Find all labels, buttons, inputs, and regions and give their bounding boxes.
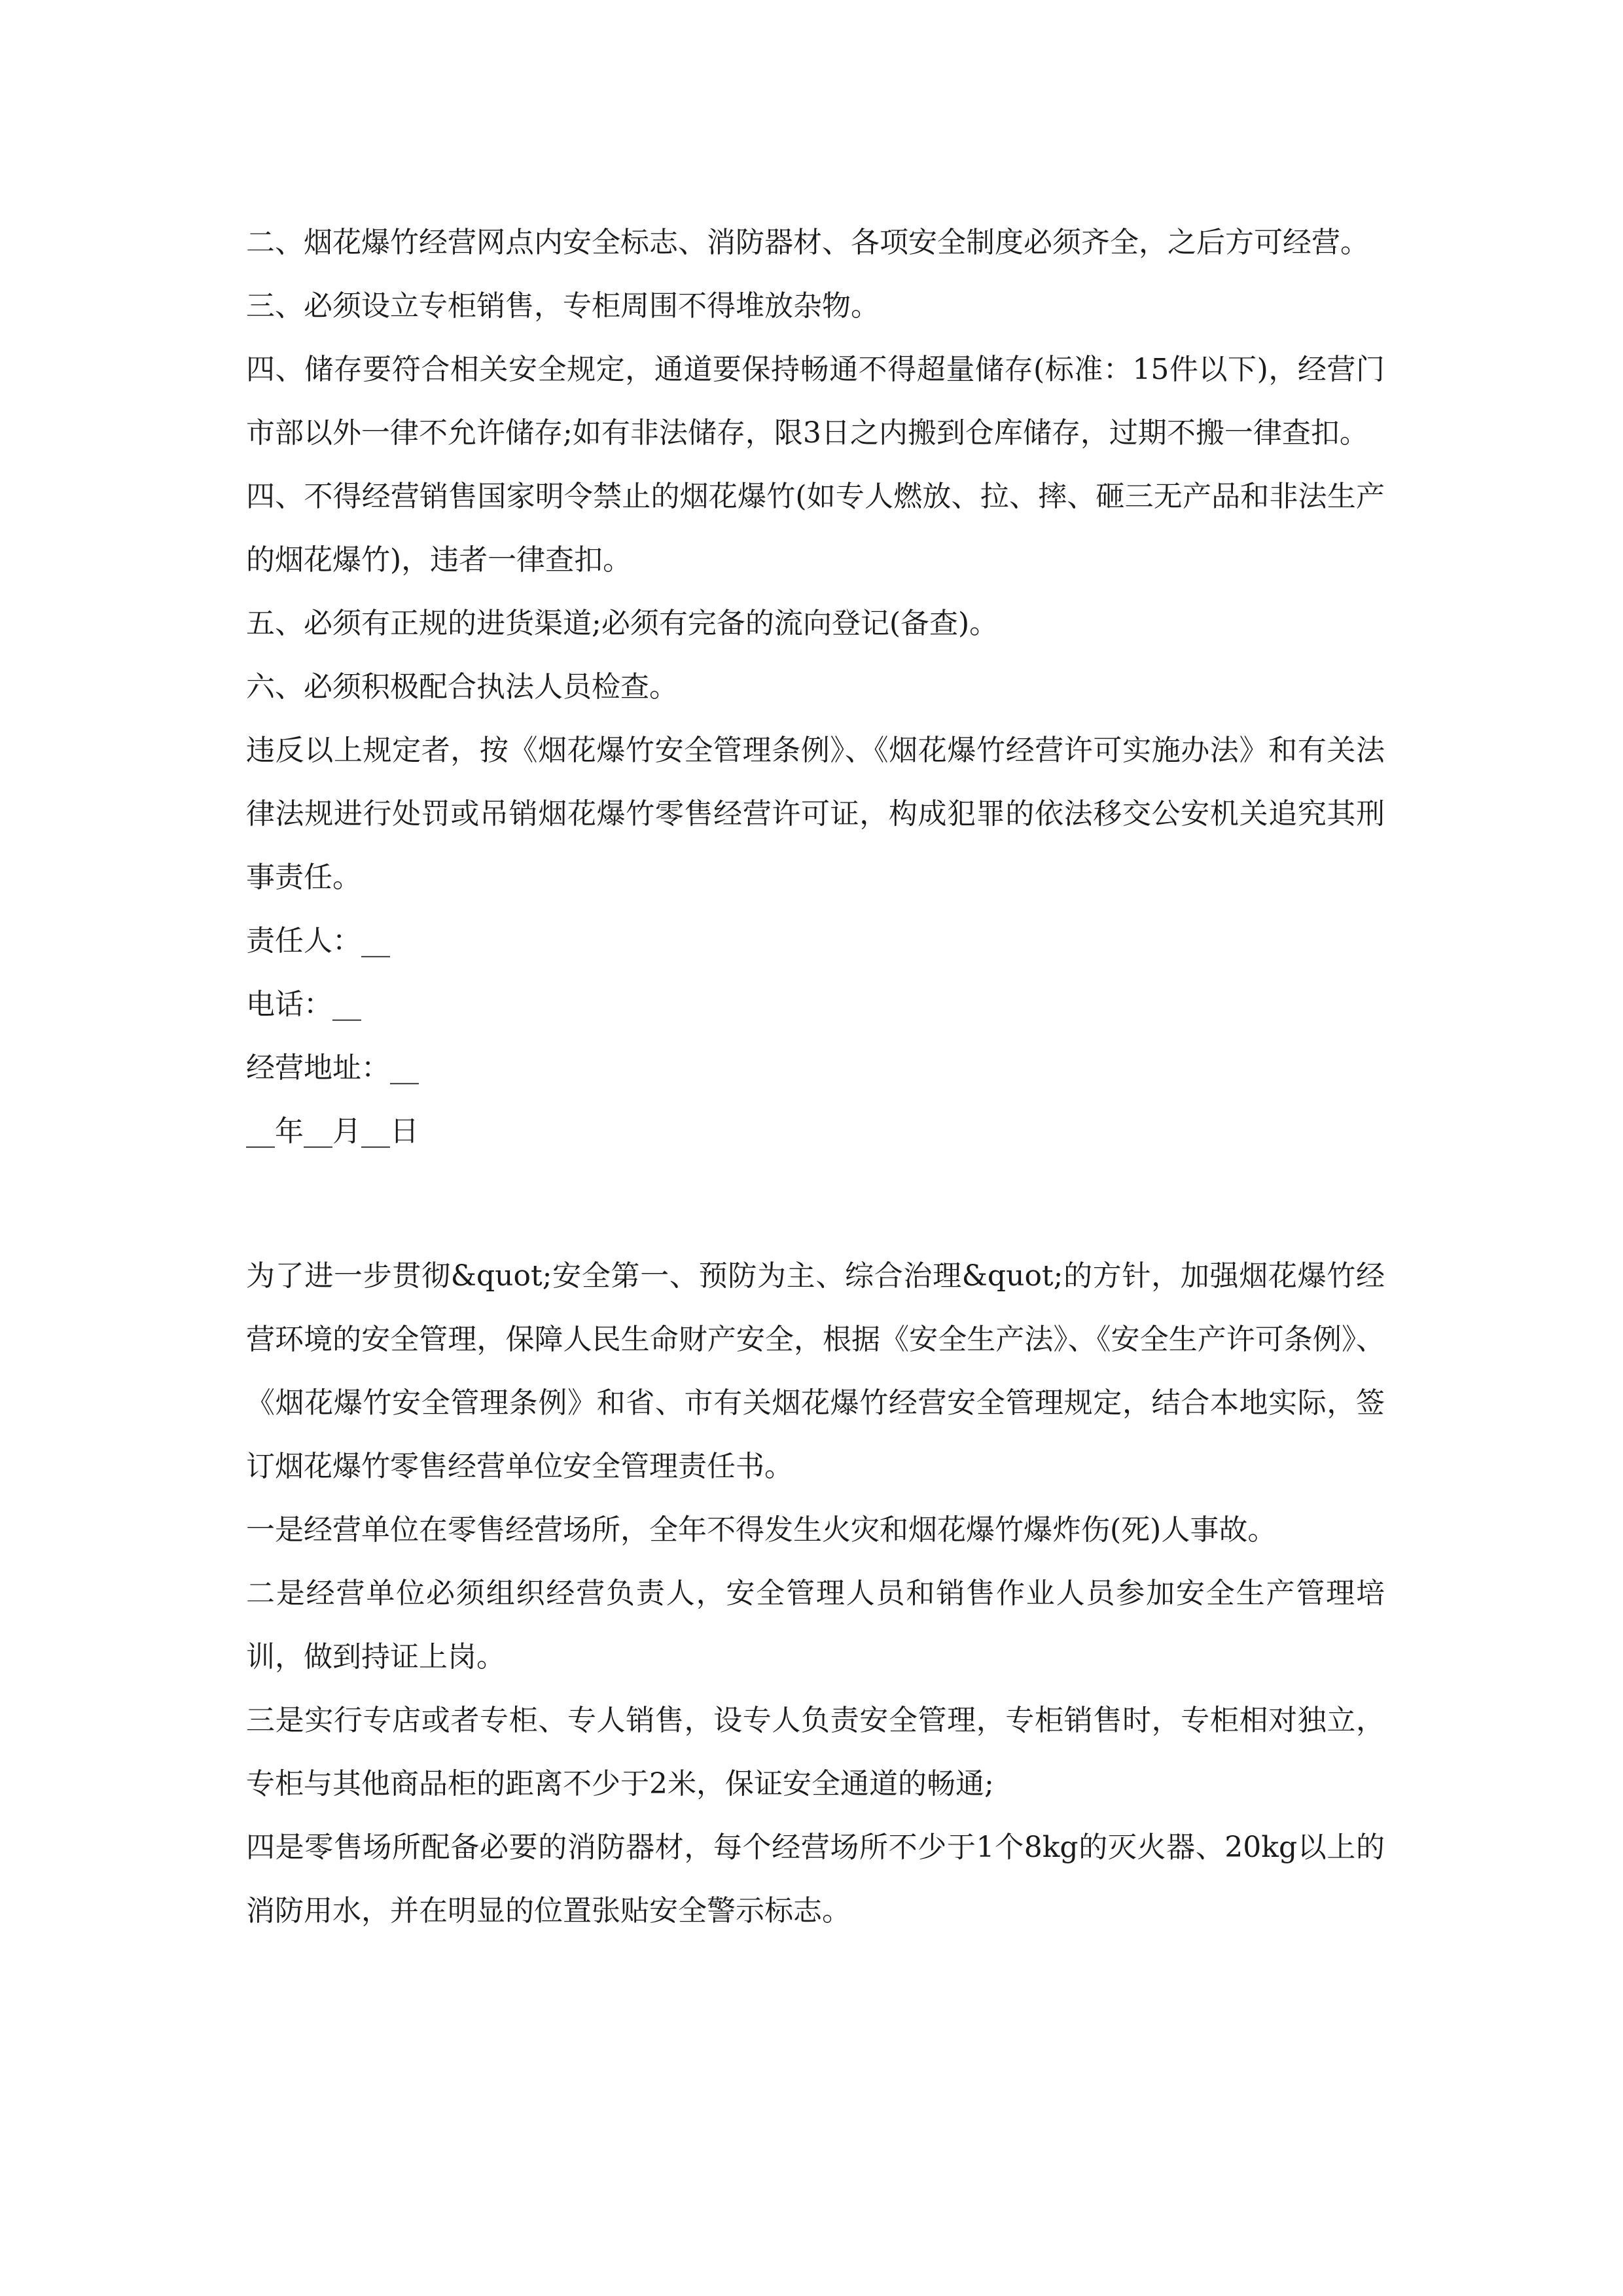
penalty-paragraph: 违反以上规定者，按《烟花爆竹安全管理条例》、《烟花爆竹经营许可实施办法》和有关法律法规进行处罚或吊销烟花爆竹零售经营许可证，构成犯罪的依法移交公安机关追究其刑事责任。: [246, 734, 1385, 894]
intro-paragraph: 为了进一步贯彻&quot;安全第一、预防为主、综合治理&quot;的方针，加强烟花爆竹经营环境的安全管理，保障人民生命财产安全，根据《安全生产法》、《安全生产许可条例》、《烟花爆竹安全管理条例》和省、市有关烟花爆竹经营安全管理规定，结合本地实际，签订烟花爆竹零售经营单位安全管理责任书。: [246, 1259, 1385, 1483]
clause-4-storage-rules: 四、储存要符合相关安全规定，通道要保持畅通不得超量储存(标准：15件以下)，经营门市部以外一律不允许储存;如有非法储存，限3日之内搬到仓库储存，过期不搬一律查扣。: [246, 353, 1385, 450]
section-spacer: [246, 1163, 1385, 1244]
date-field: __年__月__日: [246, 1115, 419, 1148]
clause-4-prohibited-products: 四、不得经营销售国家明令禁止的烟花爆竹(如专人燃放、拉、摔、砸三无产品和非法生产的烟花爆竹)，违者一律查扣。: [246, 480, 1385, 577]
document-body: [246, 211, 1385, 1943]
item-1-no-accidents: 一是经营单位在零售经营场所，全年不得发生火灾和烟花爆竹爆炸伤(死)人事故。: [246, 1513, 1277, 1547]
clause-3-dedicated-counter: 三、必须设立专柜销售，专柜周围不得堆放杂物。: [246, 289, 880, 323]
clause-2-safety-equipment: 二、烟花爆竹经营网点内安全标志、消防器材、各项安全制度必须齐全，之后方可经营。: [246, 226, 1369, 259]
item-2-training: 二是经营单位必须组织经营负责人，安全管理人员和销售作业人员参加安全生产管理培训，做到持证上岗。: [246, 1577, 1385, 1674]
address-field: 经营地址：__: [246, 1051, 419, 1085]
responsible-person-field: 责任人：__: [246, 924, 390, 958]
item-3-dedicated-sales: 三是实行专店或者专柜、专人销售，设专人负责安全管理，专柜销售时，专柜相对独立，专柜与其他商品柜的距离不少于2米，保证安全通道的畅通;: [246, 1704, 1385, 1801]
clause-5-supply-channels: 五、必须有正规的进货渠道;必须有完备的流向登记(备查)。: [246, 607, 999, 640]
phone-field: 电话：__: [246, 988, 361, 1021]
item-4-fire-equipment: 四是零售场所配备必要的消防器材，每个经营场所不少于1个8kg的灭火器、20kg以上的消防用水，并在明显的位置张贴安全警示标志。: [246, 1831, 1385, 1928]
clause-6-cooperate-inspection: 六、必须积极配合执法人员检查。: [246, 670, 678, 704]
